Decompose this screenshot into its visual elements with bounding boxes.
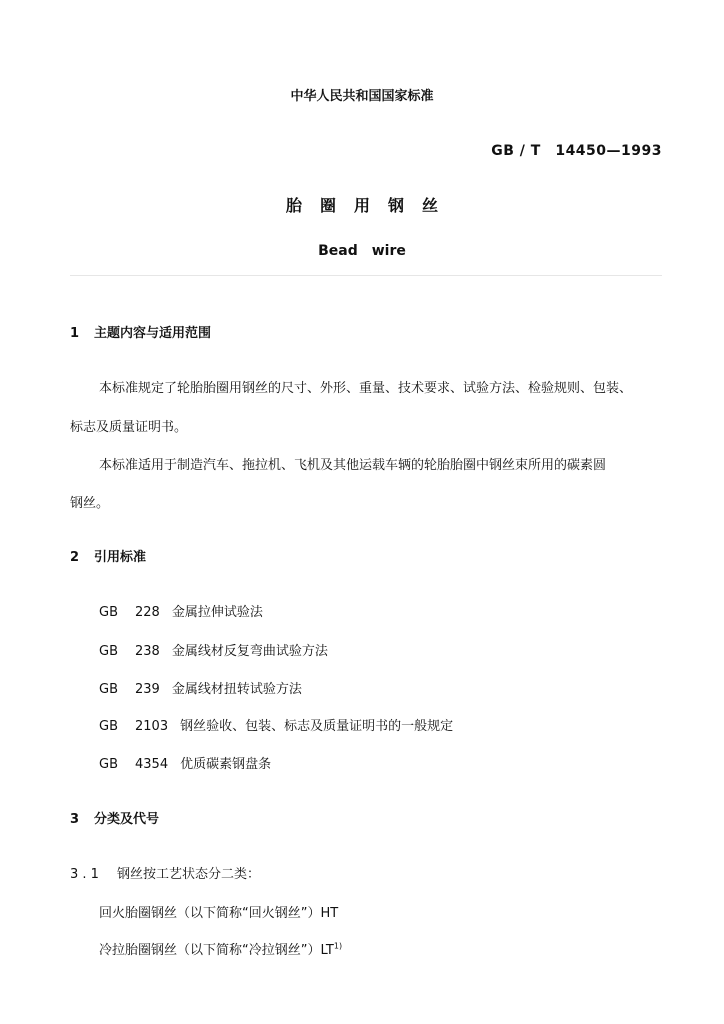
clause-text: 钢丝按工艺状态分二类： [117,867,261,882]
reference-code: GB [99,682,118,697]
section-title: 主题内容与适用范围 [94,326,212,341]
title-divider [70,275,662,276]
section-1-heading [70,322,211,341]
section-1-para-1-line-1: 本标准规定了轮胎胎圈用钢丝的尺寸、外形、重量、技术要求、试验方法、检验规则、包装、 [99,381,633,396]
classification-text: 回火胎圈钢丝（以下简称“回火钢丝”）HT [99,906,339,921]
reference-name: 金属线材扭转试验方法 [171,682,302,697]
reference-number: 4354 [135,757,169,772]
reference-number: 238 [135,644,160,659]
reference-code: GB [99,757,118,772]
section-3-heading [70,808,159,827]
section-title: 引用标准 [94,550,147,565]
reference-number: 2103 [135,719,169,734]
section-1-para-2-line-1: 本标准适用于制造汽车、拖拉机、飞机及其他运载车辆的轮胎胎圈中钢丝束所用的碳素圆 [99,458,607,473]
reference-item [99,753,271,772]
reference-item [99,715,453,734]
document-title-chinese: 胎圈用钢丝 [285,196,456,215]
reference-name: 钢丝验收、包装、标志及质量证明书的一般规定 [180,719,454,734]
reference-code: GB [99,644,118,659]
clause-number: 3 . 1 [70,867,99,882]
section-number: 1 [70,326,80,341]
reference-name: 金属拉伸试验法 [171,605,263,620]
standard-organization-heading: 中华人民共和国国家标准 [290,89,434,104]
section-2-heading [70,546,146,565]
section-1-para-2-line-2: 钢丝。 [70,496,110,511]
section-title: 分类及代号 [94,812,160,827]
reference-item [99,640,328,659]
reference-name: 优质碳素钢盘条 [180,757,272,772]
reference-code: GB [99,605,118,620]
classification-item [99,902,338,921]
footnote-marker: 1) [333,941,343,951]
reference-item [99,601,263,620]
section-number: 3 [70,812,80,827]
reference-name: 金属线材反复弯曲试验方法 [171,644,328,659]
reference-code: GB [99,719,118,734]
clause-3-1 [70,863,260,882]
classification-item [99,939,342,958]
reference-number: 228 [135,605,160,620]
section-1-para-1-line-2: 标志及质量证明书。 [70,420,188,435]
reference-number: 239 [135,682,160,697]
standard-number: GB / T 14450—1993 [491,143,662,159]
classification-text: 冷拉胎圈钢丝（以下简称“冷拉钢丝”）LT [99,943,334,958]
reference-item [99,678,302,697]
section-number: 2 [70,550,80,565]
document-title-english: Bead wire [318,243,406,259]
